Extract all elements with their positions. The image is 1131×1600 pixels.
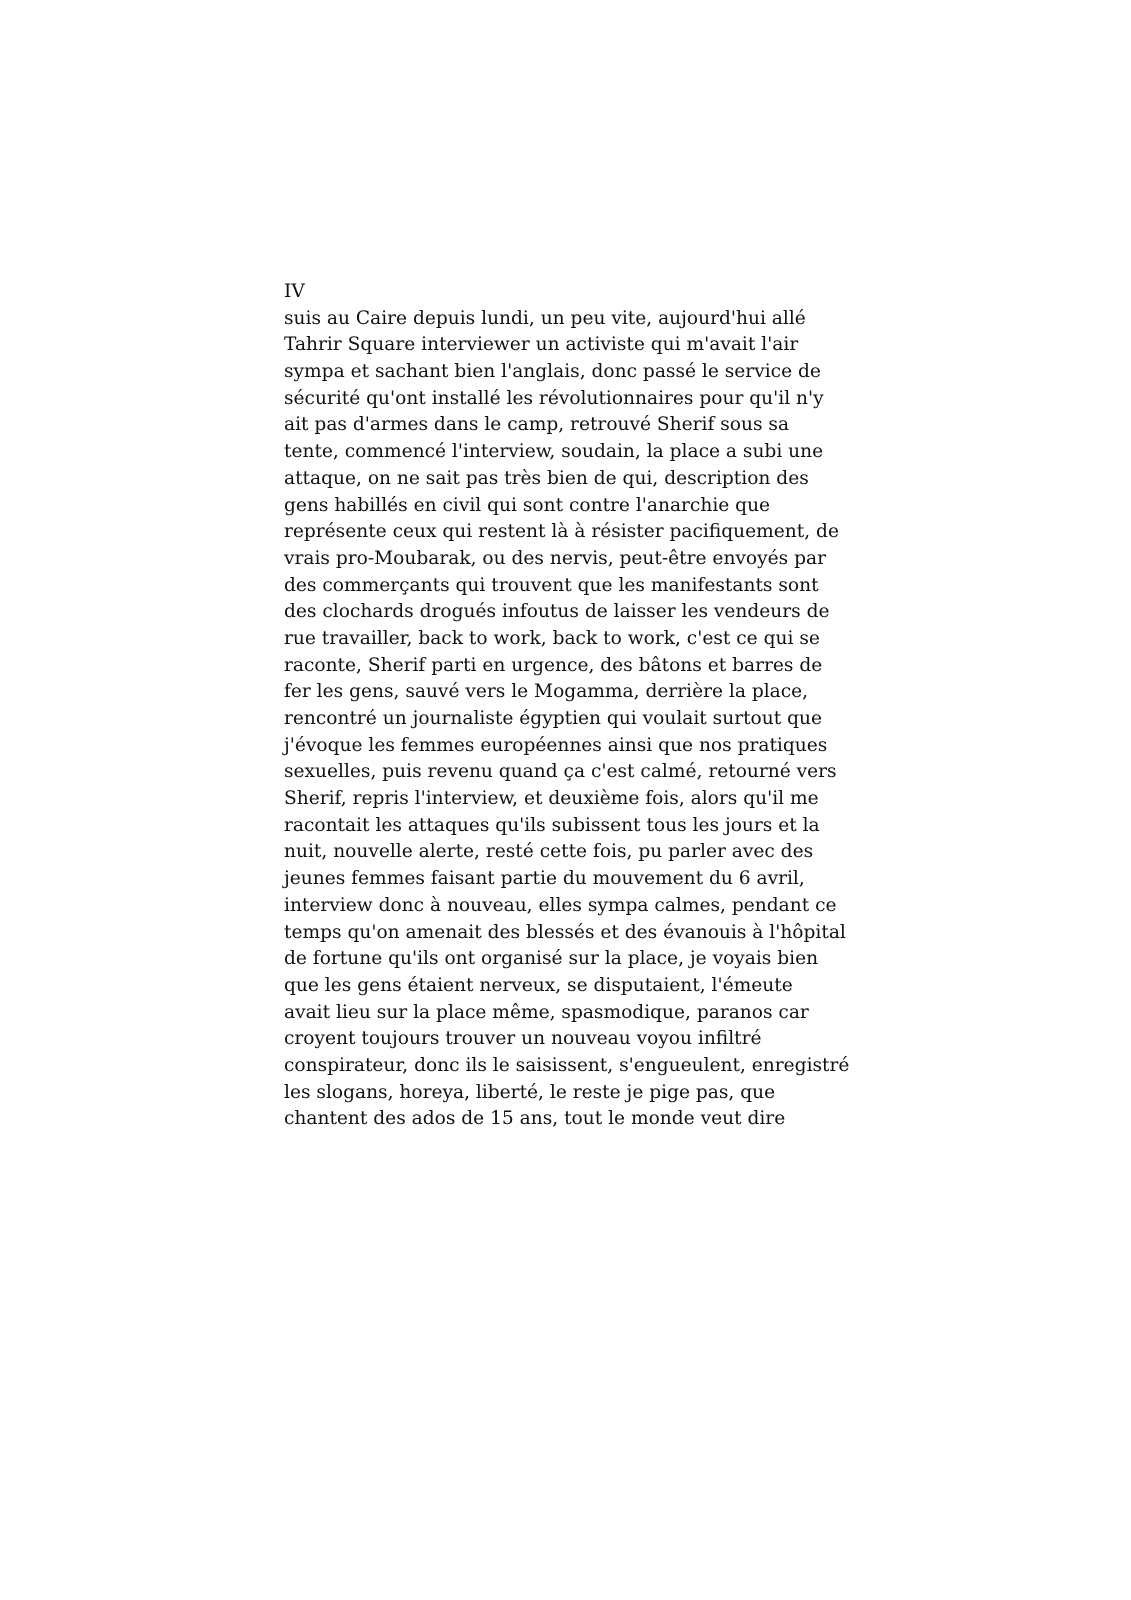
text-line: nuit, nouvelle alerte, resté cette fois, pu parler avec des <box>284 841 814 863</box>
text-line: sympa et sachant bien l'anglais, donc passé le service de <box>284 361 821 383</box>
text-line: tente, commencé l'interview, soudain, la place a subi une <box>284 441 824 463</box>
text-line: interview donc à nouveau, elles sympa calmes, pendant ce <box>284 894 837 916</box>
text-line: Tahrir Square interviewer un activiste qui m'avait l'air <box>284 334 799 356</box>
text-line: avait lieu sur la place même, spasmodique, paranos car <box>284 1001 809 1023</box>
text-line: que les gens étaient nerveux, se disputaient, l'émeute <box>284 974 793 996</box>
text-line: rencontré un journaliste égyptien qui voulait surtout que <box>284 708 822 729</box>
text-line: de fortune qu'ils ont organisé sur la place, je voyais bien <box>284 948 819 970</box>
text-line: fer les gens, sauvé vers le Mogamma, derrière la place, <box>284 681 809 703</box>
text-line: jeunes femmes faisant partie du mouvement du 6 avril, <box>284 868 805 890</box>
text-line: chantent des ados de 15 ans, tout le monde veut dire <box>284 1108 786 1130</box>
section-heading: IV <box>284 281 305 302</box>
text-line: temps qu'on amenait des blessés et des évanouis à l'hôpital <box>284 921 846 943</box>
text-line: croyent toujours trouver un nouveau voyou infiltré <box>284 1028 762 1050</box>
text-line: suis au Caire depuis lundi, un peu vite, aujourd'hui allé <box>284 307 806 329</box>
text-line: Sherif, repris l'interview, et deuxième fois, alors qu'il me <box>284 788 819 810</box>
text-line: représente ceux qui restent là à résister pacifiquement, de <box>284 521 839 543</box>
text-line: j'évoque les femmes européennes ainsi que nos pratiques <box>284 734 828 756</box>
text-line: attaque, on ne sait pas très bien de qui, description des <box>284 467 809 489</box>
text-line: des commerçants qui trouvent que les manifestants sont <box>284 574 819 596</box>
text-line: sécurité qu'ont installé les révolutionnaires pour qu'il n'y <box>284 387 824 409</box>
text-line: des clochards drogués infoutus de laisser les vendeurs de <box>284 601 830 623</box>
text-line: sexuelles, puis revenu quand ça c'est calmé, retourné vers <box>284 761 837 783</box>
text-line: racontait les attaques qu'ils subissent tous les jours et la <box>284 814 820 836</box>
text-line: vrais pro-Moubarak, ou des nervis, peut-être envoyés par <box>284 547 826 569</box>
text-line: les slogans, horeya, liberté, le reste je pige pas, que <box>284 1081 776 1103</box>
text-line: conspirateur, donc ils le saisissent, s'engueulent, enregistré <box>284 1054 850 1076</box>
text-line: gens habillés en civil qui sont contre l'anarchie que <box>284 494 771 516</box>
body-text <box>284 279 924 1133</box>
text-line: rue travailler, back to work, back to work, c'est ce qui se <box>284 627 820 649</box>
text-line: ait pas d'armes dans le camp, retrouvé Sherif sous sa <box>284 414 790 436</box>
text-line: raconte, Sherif parti en urgence, des bâtons et barres de <box>284 654 823 676</box>
